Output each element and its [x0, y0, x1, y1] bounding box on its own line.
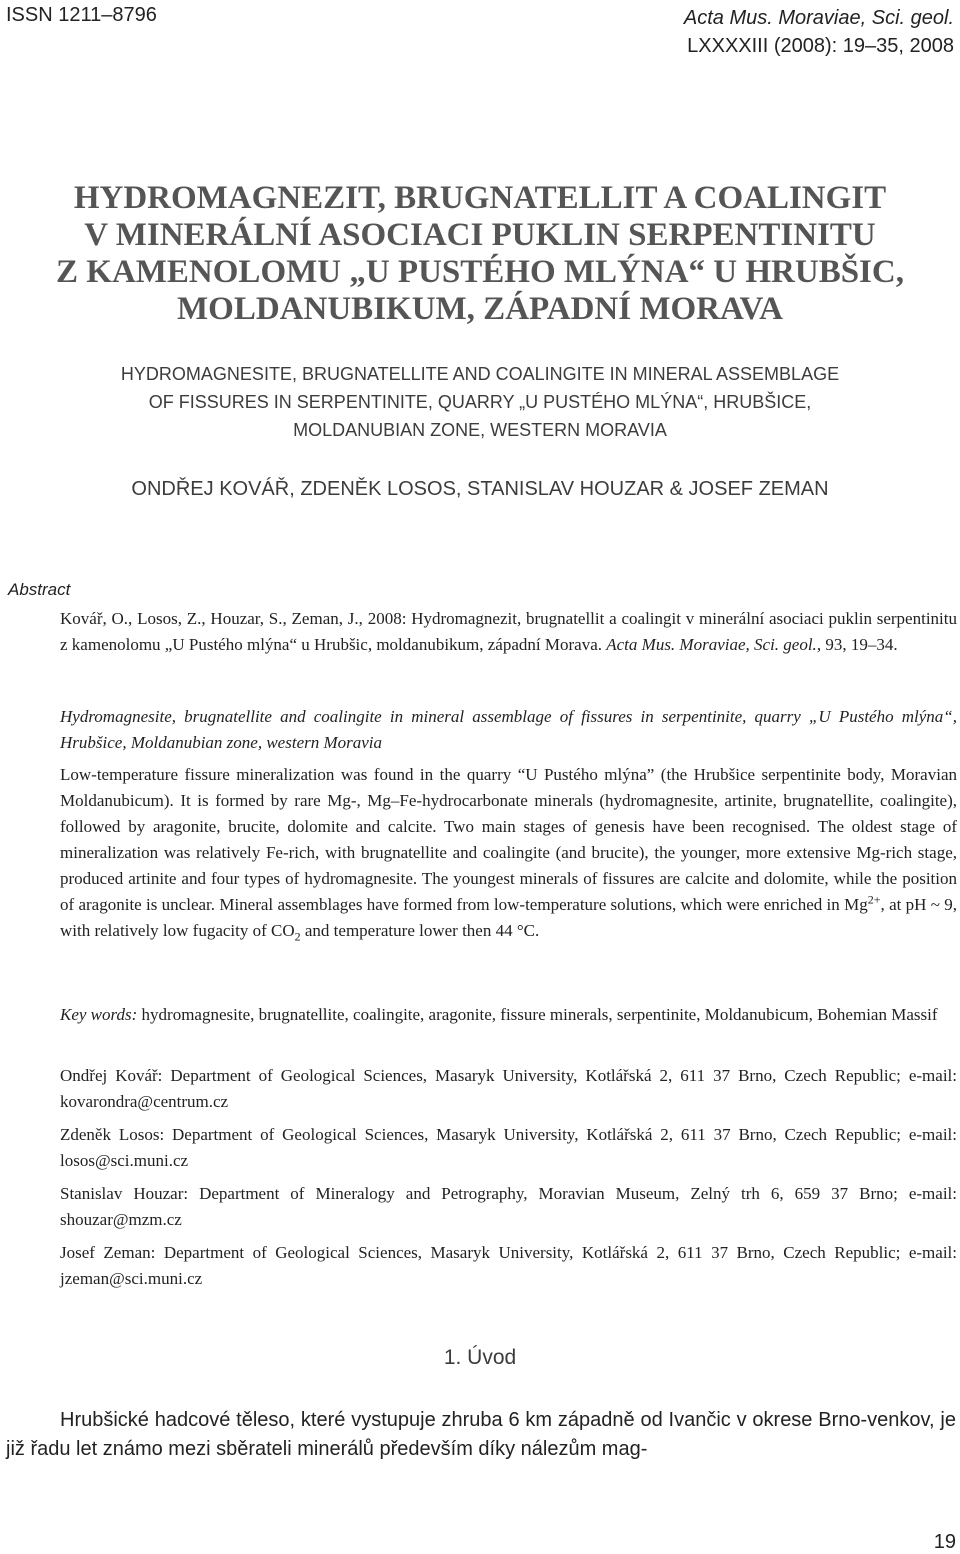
keywords-label: Key words: [60, 1005, 138, 1024]
affiliation: Zdeněk Losos: Department of Geological Sciences, Masaryk University, Kotlářská 2, 611 37 Brno, Czech Republic; e-mail: losos@sci.muni.cz [60, 1125, 957, 1170]
abstract-part-3: and temperature lower then 44 °C. [300, 921, 540, 940]
citation [60, 606, 957, 658]
citation-text: , 2008: Hydromagnezit, brugnatellit a coalingit v minerální asociaci puklin serpentinitu z kamenolomu „U Pustého mlýna“ u Hrubšic, moldanubikum, západní Morava. [60, 609, 957, 654]
citation-journal: Acta Mus. Moraviae, Sci. geol. [606, 635, 817, 654]
keywords [60, 1002, 957, 1028]
title-cz-line: MOLDANUBIKUM, ZÁPADNÍ MORAVA [177, 291, 783, 327]
affiliation: Stanislav Houzar: Department of Mineralogy and Petrography, Moravian Museum, Zelný trh 6, 659 37 Brno; e-mail: shouzar@mzm.cz [60, 1184, 957, 1229]
title-cz-line: HYDROMAGNEZIT, BRUGNATELLIT A COALINGIT [73, 180, 887, 216]
intro-text: Hrubšické hadcové těleso, které vystupuje zhruba 6 km západně od Ivančic v okrese Brno-venkov, je již řadu let známo mezi sběrateli minerálů především díky nálezům mag- [6, 1409, 956, 1460]
volume-info: LXXXXIII (2008): 19–35, 2008 [687, 35, 954, 57]
journal-name: Acta Mus. Moraviae, Sci. geol. [683, 7, 954, 29]
title-en-line: MOLDANUBIAN ZONE, WESTERN MORAVIA [293, 420, 667, 440]
english-title-italic: Hydromagnesite, brugnatellite and coalingite in mineral assemblage of fissures in serpentinite, quarry „U Pustého mlýna“, Hrubšice, Moldanubian zone, western Moravia [60, 707, 957, 752]
abstract-part-1: Low-temperature fissure mineralization was found in the quarry “U Pustého mlýna” (the Hrubšice serpentinite body, Moravian Moldanubicum). It is formed by rare Mg-, Mg–Fe-hydrocarbonate minerals (hydromagnesite, artinite, brugnatellite, coalingite), followed by aragonite, brucite, dolomite and calcite. Two main stages of genesis have been recognised. The oldest stage of mineralization was relatively Fe-rich, with brugnatellite and coalingite (and brucite), the younger, more extensive Mg-rich stage, produced artinite and four types of hydromagnesite. The youngest minerals of fissures are calcite and dolomite, while the position of aragonite is unclear. Mineral assemblages have formed from low-temperature solutions, which were enriched in Mg [60, 765, 957, 914]
citation-pages: , 93, 19–34. [816, 635, 898, 654]
authors: ONDŘEJ KOVÁŘ, ZDENĚK LOSOS, STANISLAV HOUZAR & JOSEF ZEMAN [131, 478, 829, 500]
title-czech [40, 180, 920, 328]
section-heading: 1. Úvod [443, 1346, 517, 1369]
journal-header [684, 4, 954, 60]
title-en-line: OF FISSURES IN SERPENTINITE, QUARRY „U PUSTÉHO MLÝNA“, HRUBŠICE, [148, 392, 812, 412]
intro-paragraph [6, 1406, 956, 1464]
abstract-part-2: , at pH ~ 9, with relatively low fugacity of CO [60, 895, 957, 940]
title-cz-line: V MINERÁLNÍ ASOCIACI PUKLIN SERPENTINITU [84, 217, 876, 253]
abstract-label: Abstract [8, 580, 71, 599]
title-cz-line: Z KAMENOLOMU „U PUSTÉHO MLÝNA“ U HRUBŠIC, [56, 254, 904, 290]
title-en-line: HYDROMAGNESITE, BRUGNATELLITE AND COALINGITE IN MINERAL ASSEMBLAGE [120, 364, 840, 384]
keywords-text: hydromagnesite, brugnatellite, coalingite, aragonite, fissure minerals, serpentinite, Moldanubicum, Bohemian Massif [137, 1005, 938, 1024]
citation-authors: Kovář, O., Losos, Z., Houzar, S., Zeman, J. [60, 609, 359, 628]
subscript: 2 [294, 929, 301, 944]
abstract-text [60, 762, 957, 944]
affiliation: Ondřej Kovář: Department of Geological Sciences, Masaryk University, Kotlářská 2, 611 37 Brno, Czech Republic; e-mail: kovarondra@centrum.cz [60, 1066, 957, 1111]
issn: ISSN 1211–8796 [6, 4, 157, 26]
title-english [30, 360, 930, 444]
affiliation: Josef Zeman: Department of Geological Sciences, Masaryk University, Kotlářská 2, 611 37 Brno, Czech Republic; e-mail: jzeman@sci.muni.cz [60, 1243, 957, 1288]
page-number: 19 [933, 1531, 956, 1553]
superscript: 2+ [867, 892, 881, 907]
